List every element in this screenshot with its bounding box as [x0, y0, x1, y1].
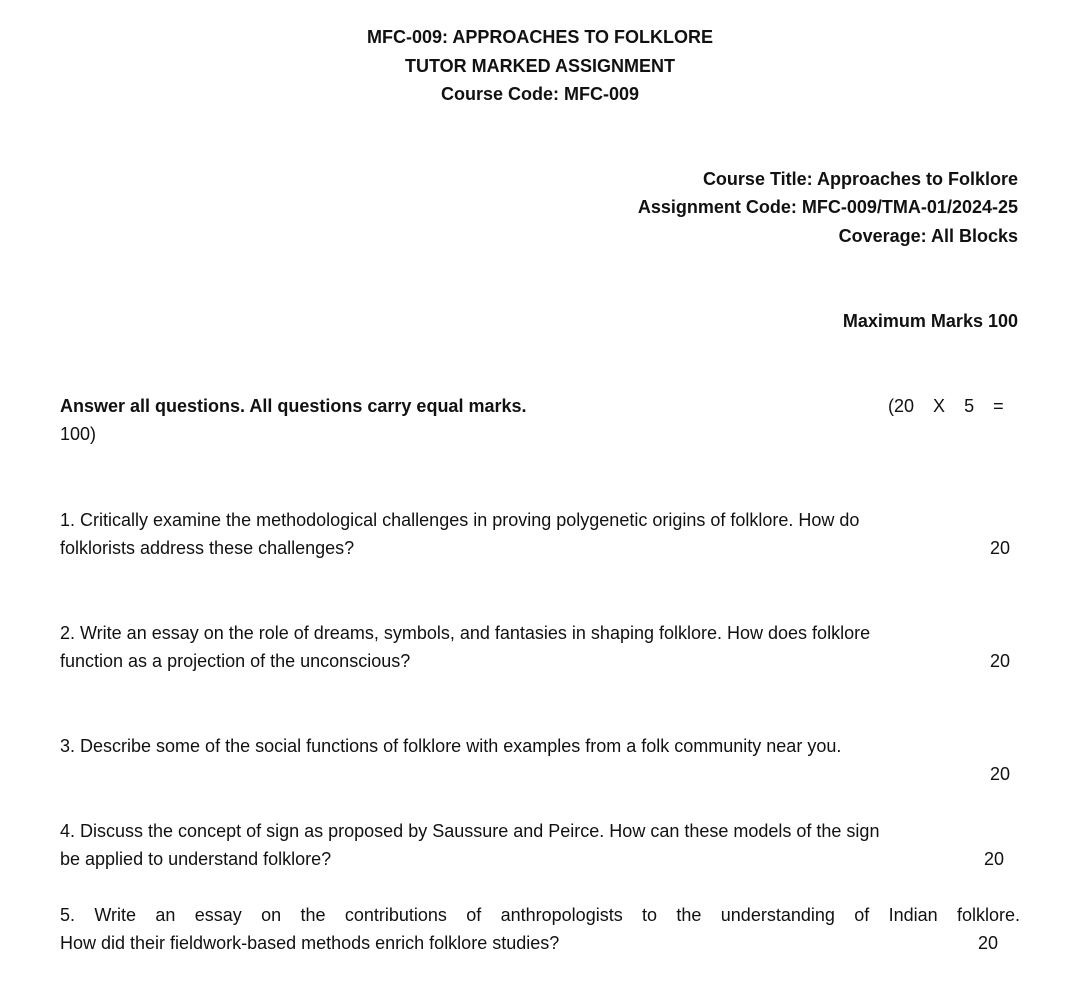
coverage: Coverage: All Blocks: [838, 226, 1018, 246]
question-marks: 20: [977, 933, 998, 953]
question-marks: 20: [989, 651, 1010, 671]
course-title: Course Title: Approaches to Folklore: [702, 169, 1018, 189]
question-text: 5. Write an essay on the contributions of anthropologists to the understanding of Indian folklore.: [60, 905, 1020, 925]
formula-five: 5: [964, 396, 975, 416]
question-marks: 20: [989, 764, 1010, 784]
assignment-code: Assignment Code: MFC-009/TMA-01/2024-25: [637, 197, 1018, 217]
question-2: [60, 619, 1020, 675]
question-3: [60, 732, 1020, 788]
formula-part1: (20: [888, 396, 915, 416]
formula-result: 100): [60, 424, 97, 444]
question-text-cont: How did their fieldwork-based methods enrich folklore studies?: [60, 933, 560, 953]
question-marks: 20: [989, 538, 1010, 558]
question-text: 3. Describe some of the social functions of folklore with examples from a folk community near you.: [60, 736, 842, 756]
instructions-text: Answer all questions. All questions carry equal marks.: [60, 396, 527, 416]
marks-formula: [888, 396, 1004, 417]
question-5: [60, 901, 1020, 957]
question-text-cont: function as a projection of the unconscious?: [60, 651, 411, 671]
maximum-marks: Maximum Marks 100: [842, 311, 1018, 331]
question-text: 1. Critically examine the methodological challenges in proving polygenetic origins of folklore. How do: [60, 510, 860, 530]
question-1: [60, 506, 1020, 562]
formula-equals: =: [993, 396, 1004, 416]
course-code: Course Code: MFC-009: [440, 84, 640, 104]
document-title: MFC-009: APPROACHES TO FOLKLORE: [366, 27, 714, 47]
question-marks: 20: [983, 849, 1004, 869]
question-text-cont: folklorists address these challenges?: [60, 538, 355, 558]
question-text: 2. Write an essay on the role of dreams, symbols, and fantasies in shaping folklore. How does folklore: [60, 623, 871, 643]
formula-times: X: [933, 396, 946, 416]
question-4: [60, 817, 1020, 873]
question-text: 4. Discuss the concept of sign as proposed by Saussure and Peirce. How can these models of the sign: [60, 821, 880, 841]
question-text-cont: be applied to understand folklore?: [60, 849, 332, 869]
document-subtitle: TUTOR MARKED ASSIGNMENT: [405, 56, 675, 76]
